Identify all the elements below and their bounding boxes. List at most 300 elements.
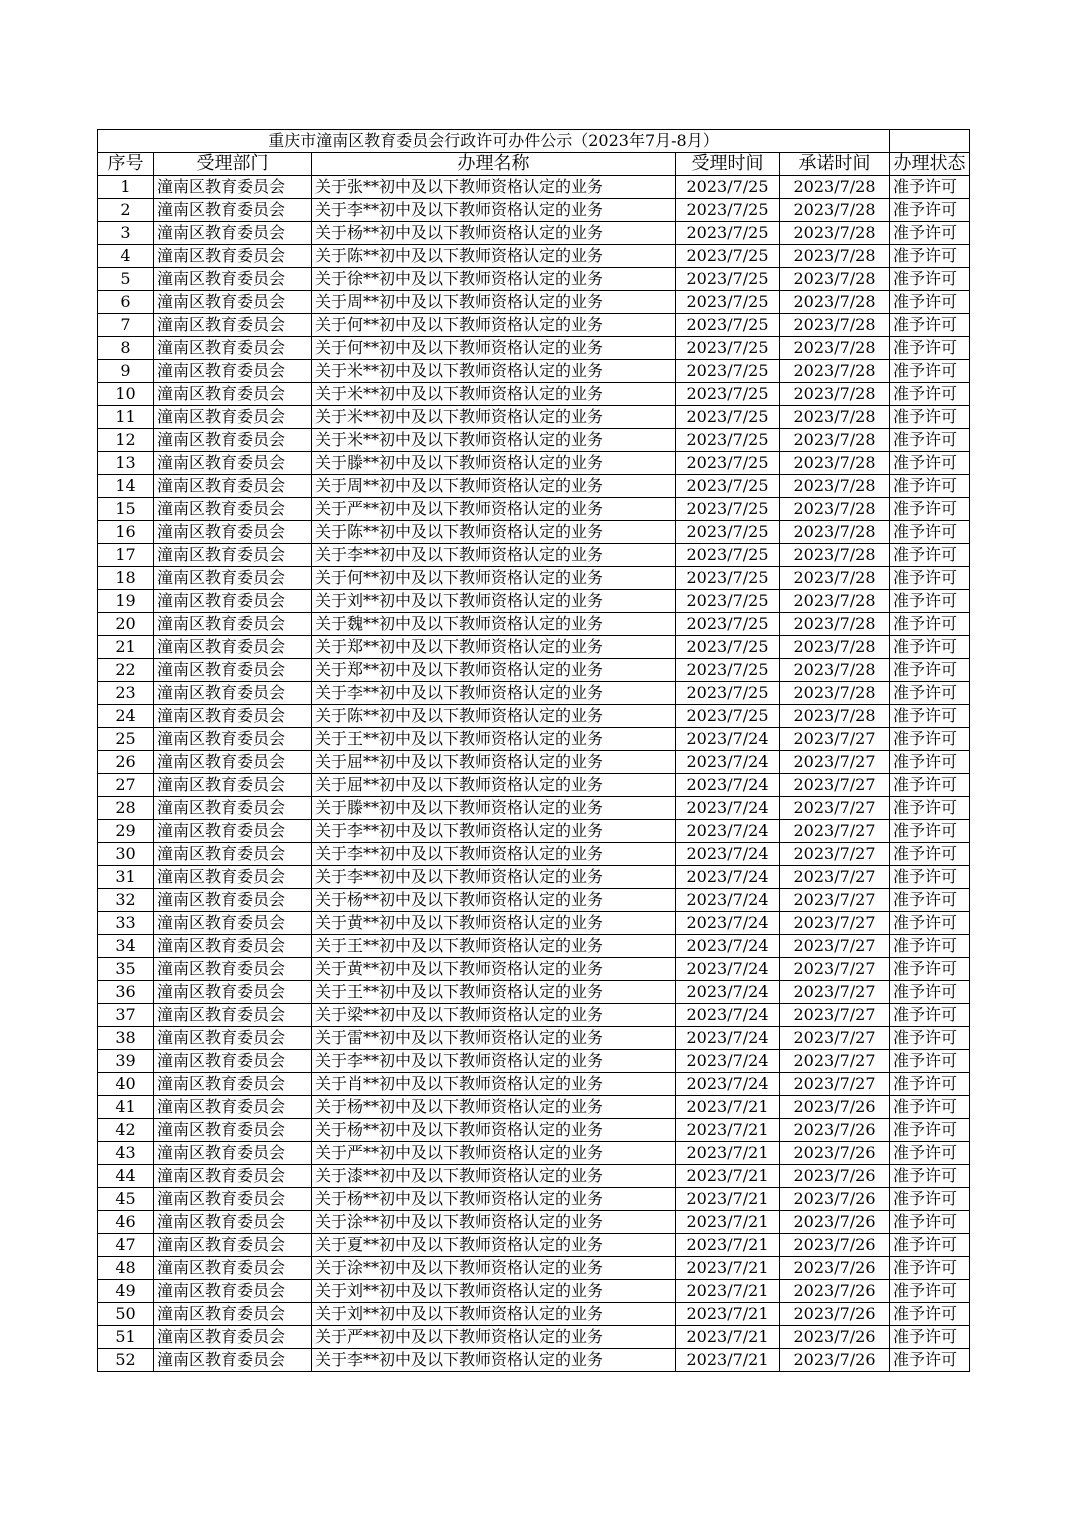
cell-promised: 2023/7/26	[780, 1188, 890, 1211]
table-row	[98, 843, 970, 866]
table-row	[98, 222, 970, 245]
cell-no: 52	[98, 1349, 154, 1372]
table-row	[98, 1050, 970, 1073]
cell-accepted: 2023/7/25	[676, 705, 780, 728]
cell-name: 关于黄**初中及以下教师资格认定的业务	[312, 912, 676, 935]
cell-promised: 2023/7/27	[780, 889, 890, 912]
cell-status: 准予许可	[890, 360, 970, 383]
cell-dept: 潼南区教育委员会	[154, 176, 312, 199]
table-row	[98, 1096, 970, 1119]
cell-accepted: 2023/7/21	[676, 1280, 780, 1303]
table-row	[98, 590, 970, 613]
table-row	[98, 360, 970, 383]
cell-promised: 2023/7/28	[780, 314, 890, 337]
cell-status: 准予许可	[890, 291, 970, 314]
cell-promised: 2023/7/28	[780, 705, 890, 728]
cell-no: 38	[98, 1027, 154, 1050]
cell-promised: 2023/7/27	[780, 820, 890, 843]
cell-no: 46	[98, 1211, 154, 1234]
cell-dept: 潼南区教育委员会	[154, 1349, 312, 1372]
cell-name: 关于何**初中及以下教师资格认定的业务	[312, 567, 676, 590]
cell-status: 准予许可	[890, 429, 970, 452]
cell-no: 41	[98, 1096, 154, 1119]
cell-promised: 2023/7/26	[780, 1303, 890, 1326]
table-row	[98, 452, 970, 475]
cell-name: 关于陈**初中及以下教师资格认定的业务	[312, 705, 676, 728]
cell-no: 20	[98, 613, 154, 636]
cell-status: 准予许可	[890, 659, 970, 682]
table-row	[98, 1027, 970, 1050]
table-title: 重庆市潼南区教育委员会行政许可办件公示（2023年7月-8月）	[98, 130, 890, 153]
cell-status: 准予许可	[890, 1027, 970, 1050]
cell-no: 49	[98, 1280, 154, 1303]
cell-accepted: 2023/7/25	[676, 452, 780, 475]
table-row	[98, 544, 970, 567]
cell-name: 关于米**初中及以下教师资格认定的业务	[312, 429, 676, 452]
table-row	[98, 1073, 970, 1096]
table-row	[98, 245, 970, 268]
table-row	[98, 728, 970, 751]
cell-accepted: 2023/7/25	[676, 314, 780, 337]
cell-no: 40	[98, 1073, 154, 1096]
cell-name: 关于王**初中及以下教师资格认定的业务	[312, 935, 676, 958]
cell-status: 准予许可	[890, 245, 970, 268]
cell-promised: 2023/7/27	[780, 1027, 890, 1050]
table-row	[98, 958, 970, 981]
cell-promised: 2023/7/28	[780, 682, 890, 705]
cell-promised: 2023/7/27	[780, 1073, 890, 1096]
cell-accepted: 2023/7/24	[676, 1050, 780, 1073]
cell-no: 15	[98, 498, 154, 521]
cell-accepted: 2023/7/25	[676, 245, 780, 268]
cell-accepted: 2023/7/25	[676, 176, 780, 199]
cell-promised: 2023/7/27	[780, 797, 890, 820]
cell-promised: 2023/7/27	[780, 958, 890, 981]
table-row	[98, 613, 970, 636]
cell-promised: 2023/7/26	[780, 1280, 890, 1303]
cell-dept: 潼南区教育委员会	[154, 1234, 312, 1257]
cell-dept: 潼南区教育委员会	[154, 475, 312, 498]
cell-status: 准予许可	[890, 889, 970, 912]
cell-name: 关于屈**初中及以下教师资格认定的业务	[312, 774, 676, 797]
cell-no: 14	[98, 475, 154, 498]
cell-dept: 潼南区教育委员会	[154, 820, 312, 843]
cell-promised: 2023/7/26	[780, 1165, 890, 1188]
column-header-no: 序号	[98, 153, 154, 176]
cell-no: 7	[98, 314, 154, 337]
cell-dept: 潼南区教育委员会	[154, 199, 312, 222]
cell-no: 4	[98, 245, 154, 268]
cell-promised: 2023/7/26	[780, 1119, 890, 1142]
cell-dept: 潼南区教育委员会	[154, 1142, 312, 1165]
cell-accepted: 2023/7/21	[676, 1234, 780, 1257]
cell-status: 准予许可	[890, 1211, 970, 1234]
cell-dept: 潼南区教育委员会	[154, 360, 312, 383]
cell-no: 17	[98, 544, 154, 567]
cell-no: 51	[98, 1326, 154, 1349]
table-row	[98, 1004, 970, 1027]
cell-dept: 潼南区教育委员会	[154, 268, 312, 291]
cell-dept: 潼南区教育委员会	[154, 567, 312, 590]
cell-no: 42	[98, 1119, 154, 1142]
column-header-status: 办理状态	[890, 153, 970, 176]
cell-name: 关于周**初中及以下教师资格认定的业务	[312, 291, 676, 314]
cell-promised: 2023/7/28	[780, 544, 890, 567]
header-row	[98, 153, 970, 176]
cell-no: 47	[98, 1234, 154, 1257]
cell-no: 44	[98, 1165, 154, 1188]
cell-dept: 潼南区教育委员会	[154, 728, 312, 751]
cell-promised: 2023/7/28	[780, 429, 890, 452]
cell-status: 准予许可	[890, 452, 970, 475]
cell-status: 准予许可	[890, 866, 970, 889]
cell-status: 准予许可	[890, 567, 970, 590]
cell-status: 准予许可	[890, 797, 970, 820]
cell-name: 关于李**初中及以下教师资格认定的业务	[312, 866, 676, 889]
column-header-accepted: 受理时间	[676, 153, 780, 176]
cell-accepted: 2023/7/21	[676, 1303, 780, 1326]
cell-dept: 潼南区教育委员会	[154, 245, 312, 268]
cell-name: 关于郑**初中及以下教师资格认定的业务	[312, 659, 676, 682]
cell-accepted: 2023/7/21	[676, 1349, 780, 1372]
cell-accepted: 2023/7/21	[676, 1165, 780, 1188]
cell-name: 关于肖**初中及以下教师资格认定的业务	[312, 1073, 676, 1096]
cell-status: 准予许可	[890, 1280, 970, 1303]
cell-accepted: 2023/7/24	[676, 751, 780, 774]
cell-dept: 潼南区教育委员会	[154, 521, 312, 544]
column-header-name: 办理名称	[312, 153, 676, 176]
cell-dept: 潼南区教育委员会	[154, 1165, 312, 1188]
cell-no: 23	[98, 682, 154, 705]
table-row	[98, 429, 970, 452]
cell-accepted: 2023/7/24	[676, 820, 780, 843]
cell-dept: 潼南区教育委员会	[154, 636, 312, 659]
cell-promised: 2023/7/26	[780, 1349, 890, 1372]
cell-name: 关于何**初中及以下教师资格认定的业务	[312, 337, 676, 360]
cell-name: 关于杨**初中及以下教师资格认定的业务	[312, 1188, 676, 1211]
cell-dept: 潼南区教育委员会	[154, 406, 312, 429]
cell-dept: 潼南区教育委员会	[154, 1073, 312, 1096]
cell-status: 准予许可	[890, 1257, 970, 1280]
cell-accepted: 2023/7/24	[676, 1004, 780, 1027]
cell-no: 8	[98, 337, 154, 360]
cell-name: 关于魏**初中及以下教师资格认定的业务	[312, 613, 676, 636]
cell-name: 关于李**初中及以下教师资格认定的业务	[312, 544, 676, 567]
cell-accepted: 2023/7/24	[676, 981, 780, 1004]
cell-no: 11	[98, 406, 154, 429]
permit-table	[97, 129, 970, 1372]
cell-dept: 潼南区教育委员会	[154, 590, 312, 613]
cell-no: 13	[98, 452, 154, 475]
cell-promised: 2023/7/27	[780, 751, 890, 774]
cell-no: 30	[98, 843, 154, 866]
title-row	[98, 130, 970, 153]
table-row	[98, 820, 970, 843]
column-header-dept: 受理部门	[154, 153, 312, 176]
cell-accepted: 2023/7/25	[676, 429, 780, 452]
table-row	[98, 475, 970, 498]
cell-name: 关于周**初中及以下教师资格认定的业务	[312, 475, 676, 498]
cell-promised: 2023/7/28	[780, 245, 890, 268]
cell-status: 准予许可	[890, 1142, 970, 1165]
cell-promised: 2023/7/26	[780, 1096, 890, 1119]
table-row	[98, 705, 970, 728]
table-row	[98, 176, 970, 199]
cell-no: 16	[98, 521, 154, 544]
cell-dept: 潼南区教育委员会	[154, 1004, 312, 1027]
cell-name: 关于李**初中及以下教师资格认定的业务	[312, 820, 676, 843]
cell-status: 准予许可	[890, 1349, 970, 1372]
cell-no: 28	[98, 797, 154, 820]
table-row	[98, 291, 970, 314]
cell-name: 关于黄**初中及以下教师资格认定的业务	[312, 958, 676, 981]
cell-no: 31	[98, 866, 154, 889]
cell-promised: 2023/7/28	[780, 268, 890, 291]
cell-status: 准予许可	[890, 774, 970, 797]
cell-status: 准予许可	[890, 1326, 970, 1349]
cell-no: 18	[98, 567, 154, 590]
table-row	[98, 1119, 970, 1142]
cell-promised: 2023/7/28	[780, 590, 890, 613]
cell-accepted: 2023/7/21	[676, 1119, 780, 1142]
cell-status: 准予许可	[890, 981, 970, 1004]
cell-no: 24	[98, 705, 154, 728]
cell-accepted: 2023/7/25	[676, 475, 780, 498]
cell-dept: 潼南区教育委员会	[154, 498, 312, 521]
cell-no: 22	[98, 659, 154, 682]
cell-accepted: 2023/7/24	[676, 1027, 780, 1050]
table-row	[98, 774, 970, 797]
cell-promised: 2023/7/26	[780, 1326, 890, 1349]
cell-dept: 潼南区教育委员会	[154, 383, 312, 406]
cell-no: 10	[98, 383, 154, 406]
title-blank-cell	[890, 130, 970, 153]
cell-no: 29	[98, 820, 154, 843]
table-row	[98, 981, 970, 1004]
cell-status: 准予许可	[890, 498, 970, 521]
cell-status: 准予许可	[890, 843, 970, 866]
cell-dept: 潼南区教育委员会	[154, 958, 312, 981]
cell-status: 准予许可	[890, 1004, 970, 1027]
cell-status: 准予许可	[890, 475, 970, 498]
cell-promised: 2023/7/28	[780, 452, 890, 475]
cell-accepted: 2023/7/24	[676, 866, 780, 889]
cell-promised: 2023/7/26	[780, 1257, 890, 1280]
cell-status: 准予许可	[890, 176, 970, 199]
cell-status: 准予许可	[890, 383, 970, 406]
table-row	[98, 498, 970, 521]
cell-no: 9	[98, 360, 154, 383]
cell-no: 21	[98, 636, 154, 659]
cell-status: 准予许可	[890, 705, 970, 728]
cell-name: 关于刘**初中及以下教师资格认定的业务	[312, 1280, 676, 1303]
cell-status: 准予许可	[890, 199, 970, 222]
cell-promised: 2023/7/28	[780, 360, 890, 383]
cell-accepted: 2023/7/25	[676, 613, 780, 636]
cell-dept: 潼南区教育委员会	[154, 682, 312, 705]
cell-status: 准予许可	[890, 1119, 970, 1142]
cell-name: 关于雷**初中及以下教师资格认定的业务	[312, 1027, 676, 1050]
cell-status: 准予许可	[890, 544, 970, 567]
table-row	[98, 406, 970, 429]
cell-accepted: 2023/7/25	[676, 222, 780, 245]
cell-dept: 潼南区教育委员会	[154, 935, 312, 958]
table-row	[98, 1234, 970, 1257]
cell-name: 关于涂**初中及以下教师资格认定的业务	[312, 1211, 676, 1234]
cell-status: 准予许可	[890, 1303, 970, 1326]
cell-accepted: 2023/7/21	[676, 1326, 780, 1349]
cell-no: 3	[98, 222, 154, 245]
table-row	[98, 659, 970, 682]
cell-accepted: 2023/7/25	[676, 498, 780, 521]
cell-promised: 2023/7/27	[780, 774, 890, 797]
table-row	[98, 682, 970, 705]
cell-promised: 2023/7/26	[780, 1211, 890, 1234]
cell-accepted: 2023/7/24	[676, 889, 780, 912]
cell-dept: 潼南区教育委员会	[154, 1188, 312, 1211]
cell-accepted: 2023/7/24	[676, 912, 780, 935]
cell-dept: 潼南区教育委员会	[154, 1257, 312, 1280]
cell-accepted: 2023/7/24	[676, 728, 780, 751]
cell-status: 准予许可	[890, 590, 970, 613]
cell-accepted: 2023/7/25	[676, 199, 780, 222]
cell-accepted: 2023/7/24	[676, 935, 780, 958]
cell-status: 准予许可	[890, 728, 970, 751]
cell-promised: 2023/7/28	[780, 406, 890, 429]
cell-dept: 潼南区教育委员会	[154, 889, 312, 912]
cell-dept: 潼南区教育委员会	[154, 751, 312, 774]
cell-dept: 潼南区教育委员会	[154, 1303, 312, 1326]
table-row	[98, 567, 970, 590]
table-row	[98, 1165, 970, 1188]
cell-accepted: 2023/7/24	[676, 774, 780, 797]
cell-dept: 潼南区教育委员会	[154, 613, 312, 636]
cell-dept: 潼南区教育委员会	[154, 452, 312, 475]
cell-name: 关于涂**初中及以下教师资格认定的业务	[312, 1257, 676, 1280]
cell-promised: 2023/7/28	[780, 659, 890, 682]
cell-promised: 2023/7/28	[780, 636, 890, 659]
cell-name: 关于李**初中及以下教师资格认定的业务	[312, 682, 676, 705]
cell-name: 关于郑**初中及以下教师资格认定的业务	[312, 636, 676, 659]
cell-name: 关于李**初中及以下教师资格认定的业务	[312, 1349, 676, 1372]
cell-status: 准予许可	[890, 268, 970, 291]
cell-accepted: 2023/7/24	[676, 958, 780, 981]
cell-no: 2	[98, 199, 154, 222]
cell-status: 准予许可	[890, 1073, 970, 1096]
cell-accepted: 2023/7/21	[676, 1257, 780, 1280]
cell-name: 关于王**初中及以下教师资格认定的业务	[312, 981, 676, 1004]
cell-accepted: 2023/7/25	[676, 291, 780, 314]
cell-dept: 潼南区教育委员会	[154, 544, 312, 567]
cell-name: 关于严**初中及以下教师资格认定的业务	[312, 498, 676, 521]
cell-no: 43	[98, 1142, 154, 1165]
table-row	[98, 314, 970, 337]
cell-accepted: 2023/7/25	[676, 544, 780, 567]
cell-dept: 潼南区教育委员会	[154, 222, 312, 245]
cell-status: 准予许可	[890, 912, 970, 935]
cell-accepted: 2023/7/25	[676, 383, 780, 406]
cell-dept: 潼南区教育委员会	[154, 314, 312, 337]
cell-promised: 2023/7/27	[780, 728, 890, 751]
cell-dept: 潼南区教育委员会	[154, 1050, 312, 1073]
table-row	[98, 337, 970, 360]
table-row	[98, 935, 970, 958]
table-row	[98, 1280, 970, 1303]
cell-name: 关于米**初中及以下教师资格认定的业务	[312, 406, 676, 429]
cell-dept: 潼南区教育委员会	[154, 774, 312, 797]
cell-status: 准予许可	[890, 613, 970, 636]
cell-name: 关于漆**初中及以下教师资格认定的业务	[312, 1165, 676, 1188]
cell-no: 32	[98, 889, 154, 912]
cell-name: 关于刘**初中及以下教师资格认定的业务	[312, 1303, 676, 1326]
cell-status: 准予许可	[890, 958, 970, 981]
cell-accepted: 2023/7/25	[676, 268, 780, 291]
cell-dept: 潼南区教育委员会	[154, 1211, 312, 1234]
cell-promised: 2023/7/28	[780, 521, 890, 544]
table-row	[98, 1326, 970, 1349]
cell-dept: 潼南区教育委员会	[154, 1326, 312, 1349]
cell-status: 准予许可	[890, 1050, 970, 1073]
table-row	[98, 912, 970, 935]
table-row	[98, 797, 970, 820]
cell-name: 关于李**初中及以下教师资格认定的业务	[312, 1050, 676, 1073]
cell-dept: 潼南区教育委员会	[154, 866, 312, 889]
cell-name: 关于张**初中及以下教师资格认定的业务	[312, 176, 676, 199]
cell-dept: 潼南区教育委员会	[154, 337, 312, 360]
cell-promised: 2023/7/26	[780, 1142, 890, 1165]
cell-promised: 2023/7/28	[780, 567, 890, 590]
cell-status: 准予许可	[890, 1165, 970, 1188]
cell-promised: 2023/7/27	[780, 912, 890, 935]
cell-accepted: 2023/7/21	[676, 1096, 780, 1119]
table-row	[98, 1303, 970, 1326]
cell-name: 关于米**初中及以下教师资格认定的业务	[312, 360, 676, 383]
cell-no: 19	[98, 590, 154, 613]
cell-dept: 潼南区教育委员会	[154, 705, 312, 728]
cell-name: 关于屈**初中及以下教师资格认定的业务	[312, 751, 676, 774]
cell-promised: 2023/7/27	[780, 1050, 890, 1073]
table-row	[98, 1188, 970, 1211]
cell-dept: 潼南区教育委员会	[154, 429, 312, 452]
cell-name: 关于徐**初中及以下教师资格认定的业务	[312, 268, 676, 291]
cell-name: 关于杨**初中及以下教师资格认定的业务	[312, 889, 676, 912]
cell-status: 准予许可	[890, 935, 970, 958]
cell-accepted: 2023/7/24	[676, 843, 780, 866]
cell-name: 关于刘**初中及以下教师资格认定的业务	[312, 590, 676, 613]
cell-name: 关于夏**初中及以下教师资格认定的业务	[312, 1234, 676, 1257]
cell-status: 准予许可	[890, 222, 970, 245]
cell-accepted: 2023/7/24	[676, 797, 780, 820]
cell-accepted: 2023/7/25	[676, 360, 780, 383]
cell-status: 准予许可	[890, 337, 970, 360]
cell-promised: 2023/7/27	[780, 843, 890, 866]
cell-name: 关于李**初中及以下教师资格认定的业务	[312, 843, 676, 866]
table-row	[98, 521, 970, 544]
cell-name: 关于陈**初中及以下教师资格认定的业务	[312, 521, 676, 544]
cell-status: 准予许可	[890, 314, 970, 337]
cell-status: 准予许可	[890, 636, 970, 659]
cell-name: 关于滕**初中及以下教师资格认定的业务	[312, 452, 676, 475]
cell-accepted: 2023/7/25	[676, 659, 780, 682]
cell-status: 准予许可	[890, 1096, 970, 1119]
cell-promised: 2023/7/28	[780, 222, 890, 245]
cell-promised: 2023/7/28	[780, 176, 890, 199]
table-row	[98, 199, 970, 222]
table-row	[98, 889, 970, 912]
cell-accepted: 2023/7/25	[676, 337, 780, 360]
cell-accepted: 2023/7/24	[676, 1073, 780, 1096]
cell-promised: 2023/7/28	[780, 498, 890, 521]
